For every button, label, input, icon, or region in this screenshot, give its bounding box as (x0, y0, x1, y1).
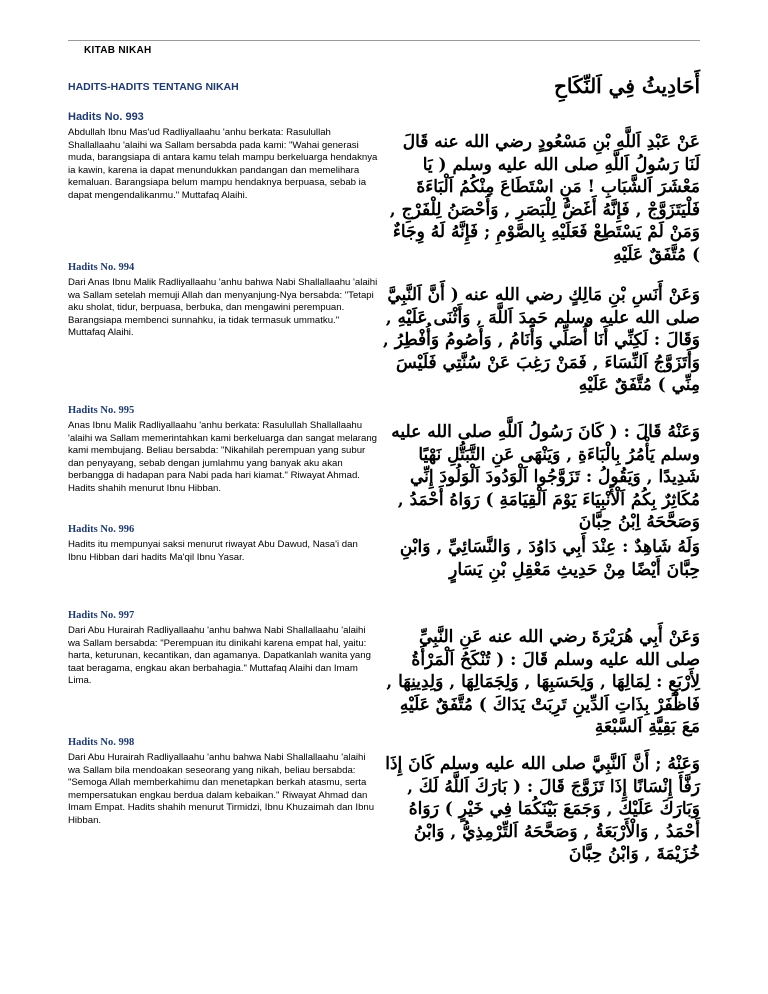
hadith-section-997 (68, 610, 700, 737)
kitab-title: KITAB NIKAH (84, 45, 152, 56)
hadith-section-998 (68, 737, 700, 867)
hadith-section-994 (68, 262, 700, 395)
hadith-number: Hadits No. 993 (68, 111, 144, 123)
hadith-number: Hadits No. 995 (68, 405, 135, 416)
hadith-arabic-text: وَعَنْهُ ; أَنَّ اَلنَّبِيَّ صلى الله عليه وسلم كَانَ إِذَا رَفَّأَ إِنْسَانًا إِذَا تَزَوَّجَ قَالَ : ( بَارَكَ اَللَّهُ لَكَ , وَبَارَكَ عَلَيْكَ , وَجَمَعَ بَيْنَكُمَا فِي خَيْرٍ ) رَوَاهُ أَحْمَدُ , وَالْأَرْبَعَةُ , وَصَحَّحَهُ اَلتِّرْمِذِيُّ , وَابْنُ خُزَيْمَةَ , وَابْنُ حِبَّانَ (385, 754, 700, 864)
hadith-translation: Dari Abu Hurairah Radliyallaahu 'anhu bahwa Nabi Shallallaahu 'alaihi wa Sallam bila mendoakan seseorang yang nikah, beliau bersabda: "Semoga Allah memberkahimu dan menetapkan berkah atasmu, serta mempersatukan engkau berdua dalam kebaikan." Riwayat Ahmad dan Imam Empat. Hadits shahih menurut Tirmidzi, Ibnu Khuzaimah dan Ibnu Hibban. (68, 752, 375, 826)
hadith-translation: Anas Ibnu Malik Radliyallaahu 'anhu berkata: Rasulullah Shallallaahu 'alaihi wa Sallam memerintahkan kami berkeluarga dan sangat melarang kami membujang. Beliau bersabda: "Nikahilah perempuan yang subur dan penyayang, sebab dengan jumlahmu yang banyak aku akan berbangga di hadapan para Nabi pada hari kiamat." Riwayat Ahmad. Hadits shahih menurut Ibnu Hibban. (68, 420, 377, 494)
hadith-number: Hadits No. 994 (68, 262, 135, 273)
hadith-arabic-text: وَلَهُ شَاهِدٌ : عِنْدَ أَبِي دَاوُدَ , وَالنَّسَائِيِّ , وَابْنِ حِبَّانَ أَيْضًا مِنْ حَدِيثِ مَعْقِلِ بْنِ يَسَارٍ (399, 537, 700, 580)
chapter-title-latin: HADITS-HADITS TENTANG NIKAH (68, 81, 239, 93)
hadith-translation: Hadits itu mempunyai saksi menurut riwayat Abu Dawud, Nasa'i dan Ibnu Hibban dari hadits Ma'qil Ibnu Yasar. (68, 539, 358, 563)
hadith-arabic-text: وَعَنْ أَنَسِ بْنِ مَالِكٍ رضي الله عنه ( أَنَّ اَلنَّبِيَّ صلى الله عليه وسلم حَمِدَ اَللَّهَ , وَأَثْنَى عَلَيْهِ , وَقَالَ : لَكِنِّي أَنَا أُصَلِّي وَأَنَامُ , وَأَصُومُ وَأُفْطِرُ , وَأَتَزَوَّجُ اَلنِّسَاءَ , فَمَنْ رَغِبَ عَنْ سُنَّتِي فَلَيْسَ مِنِّي ) مُتَّفَقٌ عَلَيْهِ (382, 285, 700, 395)
hadith-arabic-text: عَنْ عَبْدِ اَللَّهِ بْنِ مَسْعُودٍ رضي الله عنه قَالَ لَنَا رَسُولُ اَللَّهِ صلى الله عليه وسلم ( يَا مَعْشَرَ اَلشَّبَابِ ! مَنِ اسْتَطَاعَ مِنْكُمُ اَلْبَاءَةَ فَلْيَتَزَوَّجْ , فَإِنَّهُ أَغَضُّ لِلْبَصَرِ , وَأَحْصَنُ لِلْفَرْجِ , وَمَنْ لَمْ يَسْتَطِعْ فَعَلَيْهِ بِالصَّوْمِ ; فَإِنَّهُ لَهُ وِجَاءٌ ) مُتَّفَقٌ عَلَيْهِ (389, 132, 700, 265)
hadith-number: Hadits No. 998 (68, 737, 135, 748)
kitab-title-bar (68, 40, 700, 60)
hadith-translation-block (68, 111, 378, 203)
hadith-number: Hadits No. 997 (68, 610, 135, 621)
hadith-section-993 (68, 111, 700, 265)
hadith-translation-block (68, 737, 378, 828)
hadith-translation: Dari Abu Hurairah Radliyallaahu 'anhu bahwa Nabi Shallallaahu 'alaihi wa Sallam bersabda: "Perempuan itu dinikahi karena empat hal, yaitu: harta, keturunan, kecantikan, dan agamanya. Dapatkanlah wanita yang taat beragama, engkau akan berbahagia." Muttafaq Alaihi dan Imam Lima. (68, 625, 371, 687)
hadith-arabic-text: وَعَنْ أَبِي هُرَيْرَةَ رضي الله عنه عَنِ النَّبِيِّ صلى الله عليه وسلم قَالَ : ( تُنْكَحُ اَلْمَرْأَةُ لِأَرْبَعٍ : لِمَالِهَا , وَلِحَسَبِهَا , وَلِجَمَالِهَا , وَلِدِينِهَا , فَاظْفَرْ بِذَاتِ اَلدِّينِ تَرِبَتْ يَدَاكَ ) مُتَّفَقٌ عَلَيْهِ مَعَ بَقِيَّةِ اَلسَّبْعَةِ (386, 627, 700, 737)
hadith-translation-block (68, 610, 378, 688)
hadith-translation-block (68, 262, 378, 340)
hadith-translation: Abdullah Ibnu Mas'ud Radliyallaahu 'anhu berkata: Rasulullah Shallallaahu 'alaihi wa Sallam bersabda pada kami: "Wahai generasi muda, barangsiapa di antara kamu telah mampu berkeluarga hendaknya ia kawin, karena ia dapat menundukkan pandangan dan memelihara kemaluan. Barangsiapa belum mampu hendaknya berpuasa, sebab ia dapat mengendalikanmu." Muttafaq Alaihi. (68, 127, 378, 201)
chapter-title-arabic: أَحَادِيثُ فِي اَلنِّكَاحِ (553, 74, 700, 98)
hadith-translation-block (68, 524, 378, 564)
hadith-translation-block (68, 405, 378, 496)
chapter-header (68, 70, 700, 104)
hadith-section-996 (68, 524, 700, 594)
hadith-translation: Dari Anas Ibnu Malik Radliyallaahu 'anhu bahwa Nabi Shallallaahu 'alaihi wa Sallam setelah memuji Allah dan menyanjung-Nya bersabda: "Tetapi aku sholat, tidur, berpuasa, berbuka, dan mengawini perempuan. Barangsiapa membenci sunnahku, ia tidak termasuk ummatku." Muttafaq Alaihi. (68, 277, 378, 339)
hadith-arabic-text: وَعَنْهُ قَالَ : ( كَانَ رَسُولُ اَللَّهِ صلى الله عليه وسلم يَأْمُرُ بِالْبَاءَةِ , وَيَنْهَى عَنِ التَّبَتُّلِ نَهْيًا شَدِيدًا , وَيَقُولُ : تَزَوَّجُوا اَلْوَدُودَ اَلْوَلُودَ إِنِّي مُكَاثِرٌ بِكُمُ اَلْأَنْبِيَاءَ يَوْمَ اَلْقِيَامَةِ ) رَوَاهُ أَحْمَدُ , وَصَحَّحَهُ اِبْنُ حِبَّانَ (391, 422, 700, 532)
hadith-number: Hadits No. 996 (68, 524, 135, 535)
